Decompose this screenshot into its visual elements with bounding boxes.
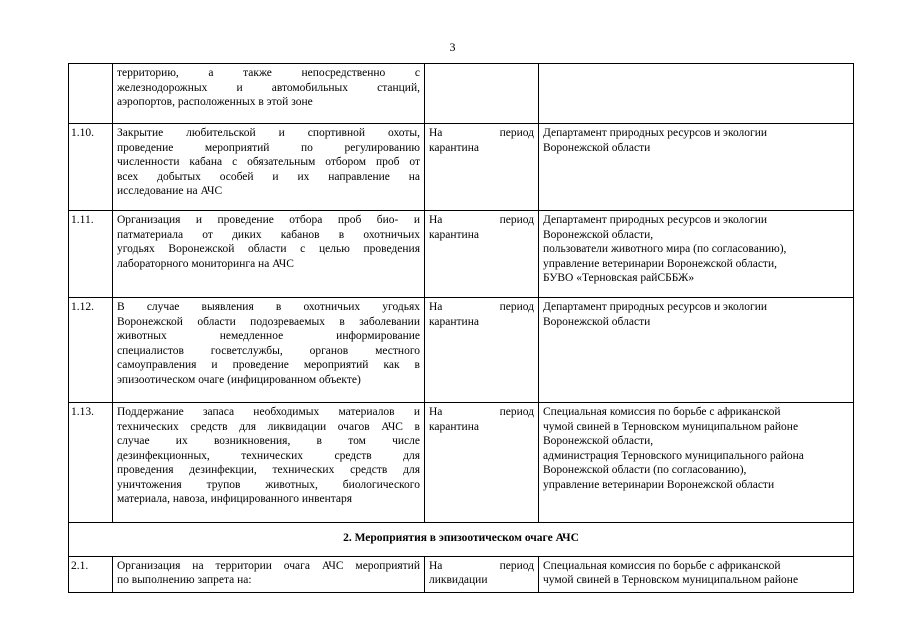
term-prefix: На — [429, 406, 443, 418]
section-row — [69, 523, 854, 557]
text-line: чумой свиней в Терновском муниципальном районе — [543, 574, 799, 586]
text-line: угодьях Воронежской области с целью проведения — [117, 243, 420, 255]
table-row — [69, 403, 854, 523]
text-line: Воронежской области — [543, 315, 651, 328]
text-line: случае их возникновения, в том числе — [117, 435, 420, 447]
text-line: животных немедленное информирование — [117, 330, 420, 342]
text-line: территорию, а также непосредственно с — [117, 67, 420, 79]
text-line: дезинфекционных, технических средств для — [117, 449, 420, 462]
text-line: железнодорожных и автомобильных станций, — [117, 81, 420, 94]
action-cell — [113, 556, 425, 592]
term-line — [429, 126, 534, 141]
text-line: Специальная комиссия по борьбе с африканской — [543, 406, 781, 418]
term-prefix: На — [429, 214, 443, 226]
term-stage: карантина — [429, 315, 479, 328]
text-line: Департамент природных ресурсов и экологии — [543, 301, 768, 313]
term-prefix: На — [429, 559, 443, 572]
text-line: всех добытых особей и их направление на — [117, 170, 420, 183]
text-line: БУВО «Терновская райСББЖ» — [543, 272, 695, 284]
text-line: численности кабана с обязательным отбором проб от — [117, 156, 420, 168]
text-line: по выполнению запрета на: — [117, 574, 252, 586]
text-line: Департамент природных ресурсов и экологии — [543, 214, 768, 226]
action-cell — [113, 211, 425, 298]
text-line: исследование на АЧС — [117, 185, 223, 197]
responsible-cell — [539, 64, 854, 124]
term-period: период — [499, 214, 534, 226]
action-cell — [113, 124, 425, 211]
text-line: Департамент природных ресурсов и экологии — [543, 127, 768, 139]
text-line: Воронежской области подозреваемых в заболевании — [117, 315, 420, 328]
text-line: материала, навоза, инфицированного инвентаря — [117, 493, 353, 505]
text-line: аэропортов, расположенных в этой зоне — [117, 96, 313, 108]
term-period: период — [499, 301, 534, 313]
text-line: Организация и проведение отбора проб био- и — [117, 214, 420, 226]
text-line: технических средств для ликвидации очагов АЧС в — [117, 420, 420, 433]
item-number: 1.13. — [69, 403, 113, 523]
text-line: Организация на территории очага АЧС мероприятий — [117, 559, 420, 572]
text-line: Специальная комиссия по борьбе с африканской — [543, 559, 781, 572]
text-line: Поддержание запаса необходимых материалов и — [117, 406, 420, 418]
term-stage: карантина — [429, 228, 479, 241]
text-line: лабораторного мониторинга на АЧС — [117, 257, 294, 270]
term-prefix: На — [429, 301, 443, 313]
text-line: Воронежской области, — [543, 228, 654, 241]
term-line — [429, 213, 534, 228]
table-row — [69, 64, 854, 124]
text-line: В случае выявления в охотничьих угодьях — [117, 301, 420, 313]
text-line: администрация Терновского муниципального района — [543, 449, 804, 462]
text-line: управление ветеринарии Воронежской области, — [543, 257, 777, 270]
text-line: проведения дезинфекции, технических средств для — [117, 464, 420, 476]
responsible-cell — [539, 556, 854, 592]
text-line: уничтожения трупов животных, биологического — [117, 478, 420, 491]
table-row — [69, 556, 854, 592]
responsible-cell — [539, 298, 854, 403]
term-period: период — [499, 406, 534, 418]
text-line: проведение мероприятий по регулированию — [117, 141, 420, 154]
term-stage: карантина — [429, 420, 479, 433]
text-line: самоуправления и проведение мероприятий как в — [117, 359, 420, 371]
table-row — [69, 124, 854, 211]
item-number — [69, 64, 113, 124]
term-prefix: На — [429, 127, 443, 139]
term-stage: ликвидации — [429, 574, 488, 586]
text-line: специалистов госветслужбы, органов местного — [117, 344, 420, 357]
term-cell — [425, 211, 539, 298]
term-cell — [425, 64, 539, 124]
page-number: 3 — [449, 40, 456, 54]
text-line: Воронежской области (по согласованию), — [543, 464, 747, 476]
term-line — [429, 300, 534, 315]
text-line: управление ветеринарии Воронежской области — [543, 478, 775, 491]
text-line: Воронежской области — [543, 141, 651, 154]
text-line: пользователи животного мира (по согласованию), — [543, 243, 787, 255]
text-line: патматериала от диких кабанов в охотничьих — [117, 228, 420, 241]
term-line — [429, 559, 534, 574]
term-cell — [425, 298, 539, 403]
text-line: чумой свиней в Терновском муниципальном районе — [543, 420, 799, 433]
action-cell — [113, 403, 425, 523]
action-cell — [113, 64, 425, 124]
responsible-cell — [539, 403, 854, 523]
measures-table — [68, 63, 854, 593]
responsible-cell — [539, 211, 854, 298]
term-period: период — [499, 559, 534, 572]
item-number: 1.12. — [69, 298, 113, 403]
table-row — [69, 211, 854, 298]
item-number: 2.1. — [69, 556, 113, 592]
term-line — [429, 405, 534, 420]
action-cell — [113, 298, 425, 403]
table-row — [69, 298, 854, 403]
term-cell — [425, 556, 539, 592]
item-number: 1.11. — [69, 211, 113, 298]
responsible-cell — [539, 124, 854, 211]
term-period: период — [499, 127, 534, 139]
term-cell — [425, 124, 539, 211]
text-line: эпизоотическом очаге (инфицированном объекте) — [117, 373, 361, 386]
section-title: 2. Мероприятия в эпизоотическом очаге АЧС — [69, 523, 854, 557]
text-line: Закрытие любительской и спортивной охоты, — [117, 127, 420, 139]
term-cell — [425, 403, 539, 523]
term-stage: карантина — [429, 141, 479, 154]
text-line: Воронежской области, — [543, 435, 654, 447]
item-number: 1.10. — [69, 124, 113, 211]
